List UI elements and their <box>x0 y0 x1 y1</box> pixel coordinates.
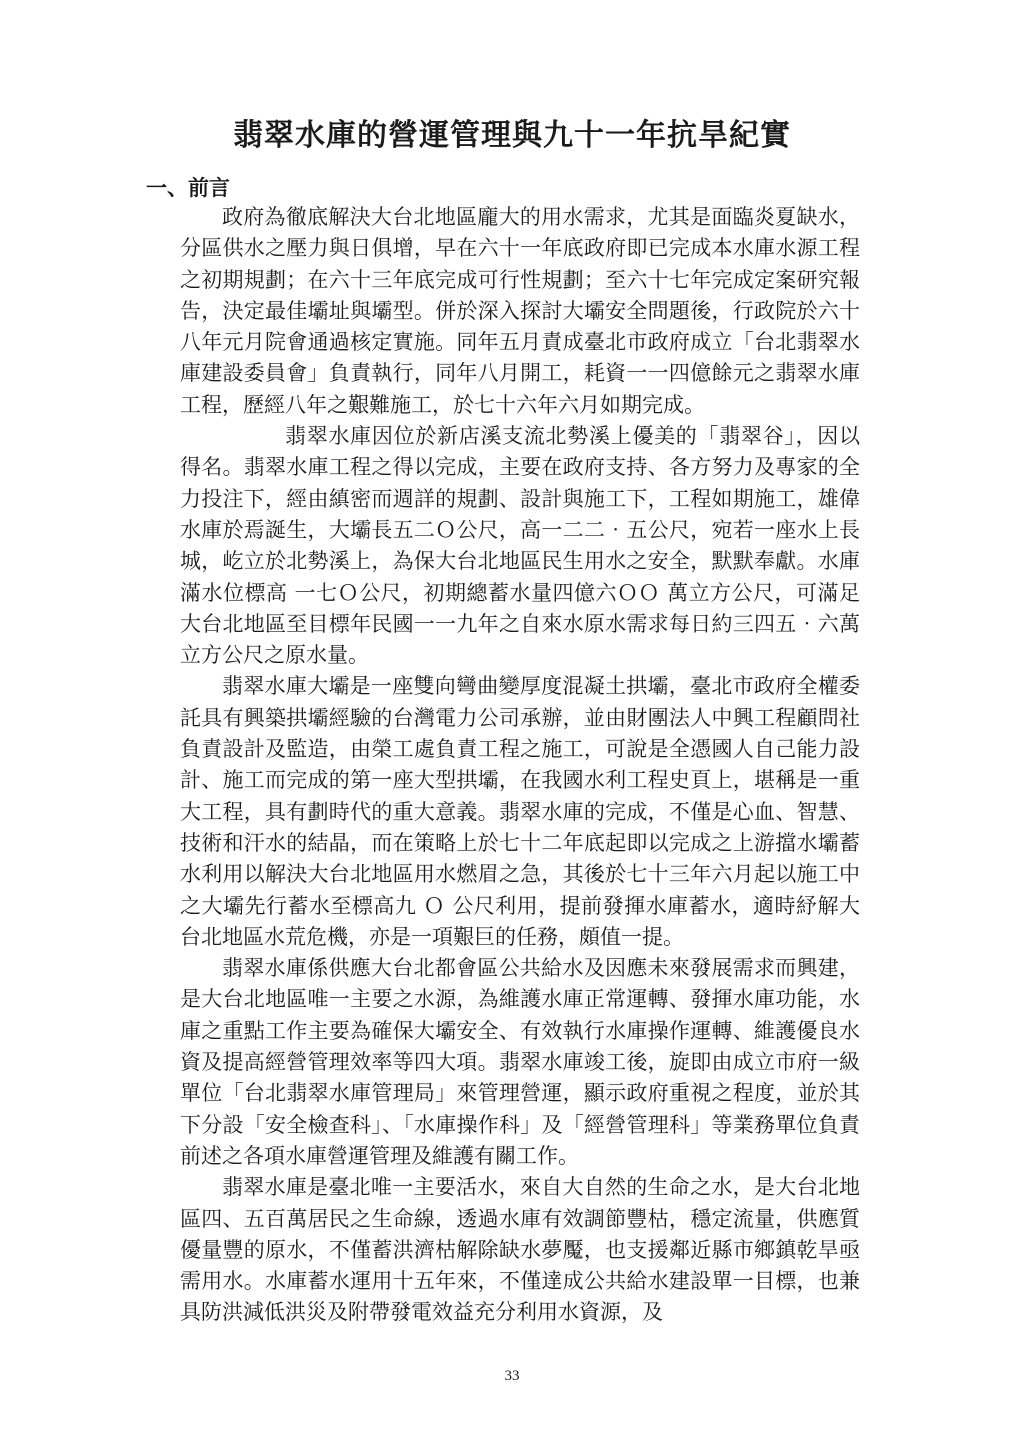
paragraph: 翡翠水庫因位於新店溪支流北勢溪上優美的「翡翠谷」，因以得名。翡翠水庫工程之得以完成，主要在政府支持、各方努力及專家的全力投注下，經由縝密而週詳的規劃、設計與施工下，工程如期施工，雄偉水庫於焉誕生，大壩長五二Ｏ公尺，高一二二‧五公尺，宛若一座水上長城，屹立於北勢溪上，為保大台北地區民生用水之安全，默默奉獻。水庫滿水位標高 一七Ｏ公尺，初期總蓄水量四億六ＯＯ 萬立方公尺，可滿足大台北地區至目標年民國一一九年之自來水原水需求每日約三四五‧六萬立方公尺之原水量。 <box>180 424 860 668</box>
paragraph: 翡翠水庫大壩是一座雙向彎曲變厚度混凝土拱壩，臺北市政府全權委託具有興築拱壩經驗的台灣電力公司承辦，並由財團法人中興工程顧問社負責設計及監造，由榮工處負責工程之施工，可說是全憑國人自己能力設計、施工而完成的第一座大型拱壩，在我國水利工程史頁上，堪稱是一重大工程，具有劃時代的重大意義。翡翠水庫的完成，不僅是心血、智慧、技術和汗水的結晶，而在策略上於七十二年底起即以完成之上游擋水壩蓄水利用以解決大台北地區用水燃眉之急，其後於七十三年六月起以施工中之大壩先行蓄水至標高九 Ｏ 公尺利用，提前發揮水庫蓄水，適時紓解大台北地區水荒危機，亦是一項艱巨的任務，頗值一提。 <box>180 674 860 949</box>
paragraph: 翡翠水庫是臺北唯一主要活水，來自大自然的生命之水，是大台北地區四、五百萬居民之生命線，透過水庫有效調節豐枯，穩定流量，供應質優量豐的原水，不僅蓄洪濟枯解除缺水夢魘，也支援鄰近縣市鄉鎮乾旱亟需用水。水庫蓄水運用十五年來，不僅達成公共給水建設單一目標，也兼具防洪減低洪災及附帶發電效益充分利用水資源，及 <box>180 1175 860 1325</box>
document-title: 翡翠水庫的營運管理與九十一年抗旱紀實 <box>233 118 791 153</box>
paragraph: 翡翠水庫係供應大台北都會區公共給水及因應未來發展需求而興建，是大台北地區唯一主要之水源，為維護水庫正常運轉、發揮水庫功能，水庫之重點工作主要為確保大壩安全、有效執行水庫操作運轉、維護優良水資及提高經營管理效率等四大項。翡翠水庫竣工後，旋即由成立市府一級單位「台北翡翠水庫管理局」來管理營運，顯示政府重視之程度，並於其下分設「安全檢查科」、「水庫操作科」及「經營管理科」等業務單位負責前述之各項水庫營運管理及維護有關工作。 <box>180 956 860 1168</box>
page-number: 33 <box>504 1368 520 1384</box>
section-heading: 一、前言 <box>146 175 230 200</box>
paragraph: 政府為徹底解決大台北地區龐大的用水需求，尤其是面臨炎夏缺水，分區供水之壓力與日俱增，早在六十一年底政府即已完成本水庫水源工程之初期規劃；在六十三年底完成可行性規劃；至六十七年完成定案研究報告，決定最佳壩址與壩型。併於深入探討大壩安全問題後，行政院於六十八年元月院會通過核定實施。同年五月責成臺北市政府成立「台北翡翠水庫建設委員會」負責執行，同年八月開工，耗資一一四億餘元之翡翠水庫工程，歷經八年之艱難施工，於七十六年六月如期完成。 <box>180 205 860 417</box>
document-body <box>180 202 860 1329</box>
